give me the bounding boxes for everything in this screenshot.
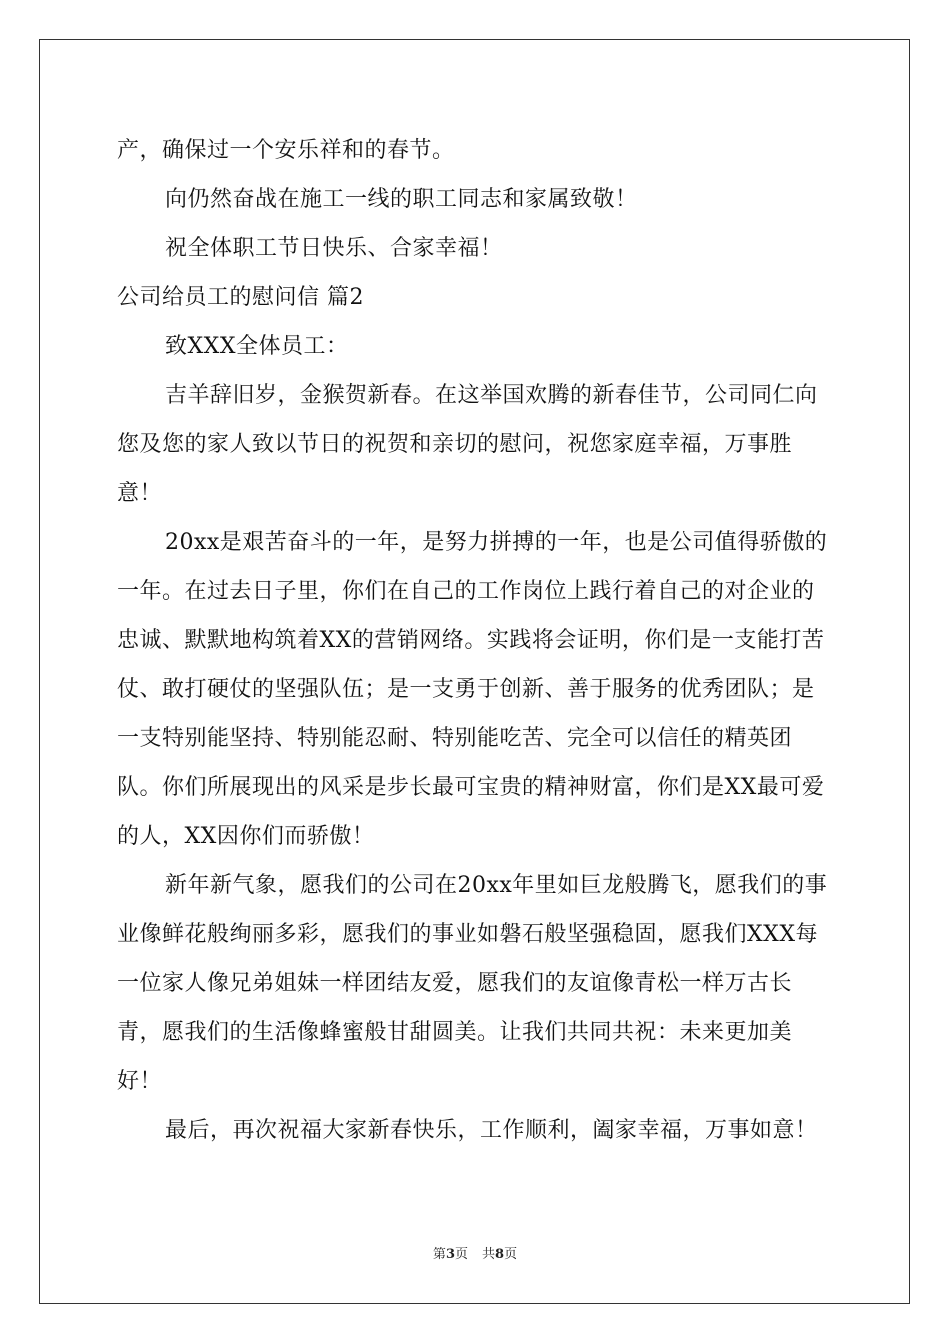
total-page-number: 8 [495, 1247, 505, 1262]
page-footer [0, 1246, 950, 1264]
paragraph-closing: 最后，再次祝福大家新春快乐，工作顺利，阖家幸福，万事如意！ [165, 1118, 818, 1143]
total-suffix: 页 [504, 1247, 518, 1262]
paragraph-greeting: 祝全体职工节日快乐、合家幸福！ [165, 236, 503, 261]
letter-salutation: 致XXX全体员工： [165, 334, 349, 359]
paragraph-year-review: 20xx是艰苦奋斗的一年，是努力拼搏的一年，也是公司值得骄傲的一年。在过去日子里，你们在自己的工作岗位上践行着自己的对企业的忠诚、默默地构筑着XX的营销网络。实践将会证明，你们是一支能打苦仗、敢打硬仗的坚强队伍；是一支勇于创新、善于服务的优秀团队；是一支特别能坚持、特别能忍耐、特别能吃苦、完全可以信任的精英团队。你们所展现出的风采是步长最可宝贵的精神财富，你们是XX最可爱的人，XX因你们而骄傲！ [117, 530, 828, 849]
document-body [117, 126, 835, 1155]
page-prefix: 第 [432, 1247, 446, 1262]
paragraph-new-year-hopes: 新年新气象，愿我们的公司在20xx年里如巨龙般腾飞，愿我们的事业像鲜花般绚丽多彩，愿我们的事业如磐石般坚强稳固，愿我们XXX每一位家人像兄弟姐妹一样团结友爱，愿我们的友谊像青松一样万古长青，愿我们的生活像蜂蜜般甘甜圆美。让我们共同共祝：未来更加美好！ [117, 873, 828, 1094]
total-prefix: 共 [482, 1247, 496, 1262]
page-suffix: 页 [454, 1247, 468, 1262]
paragraph-new-year-wishes: 吉羊辞旧岁，金猴贺新春。在这举国欢腾的新春佳节，公司同仁向您及您的家人致以节日的祝贺和亲切的慰问，祝您家庭幸福，万事胜意！ [117, 383, 818, 506]
paragraph-salute: 向仍然奋战在施工一线的职工同志和家属致敬！ [165, 187, 638, 212]
paragraph-continuation: 产，确保过一个安乐祥和的春节。 [117, 138, 455, 163]
section-heading: 公司给员工的慰问信 篇2 [117, 285, 364, 310]
current-page-number: 3 [445, 1247, 455, 1262]
